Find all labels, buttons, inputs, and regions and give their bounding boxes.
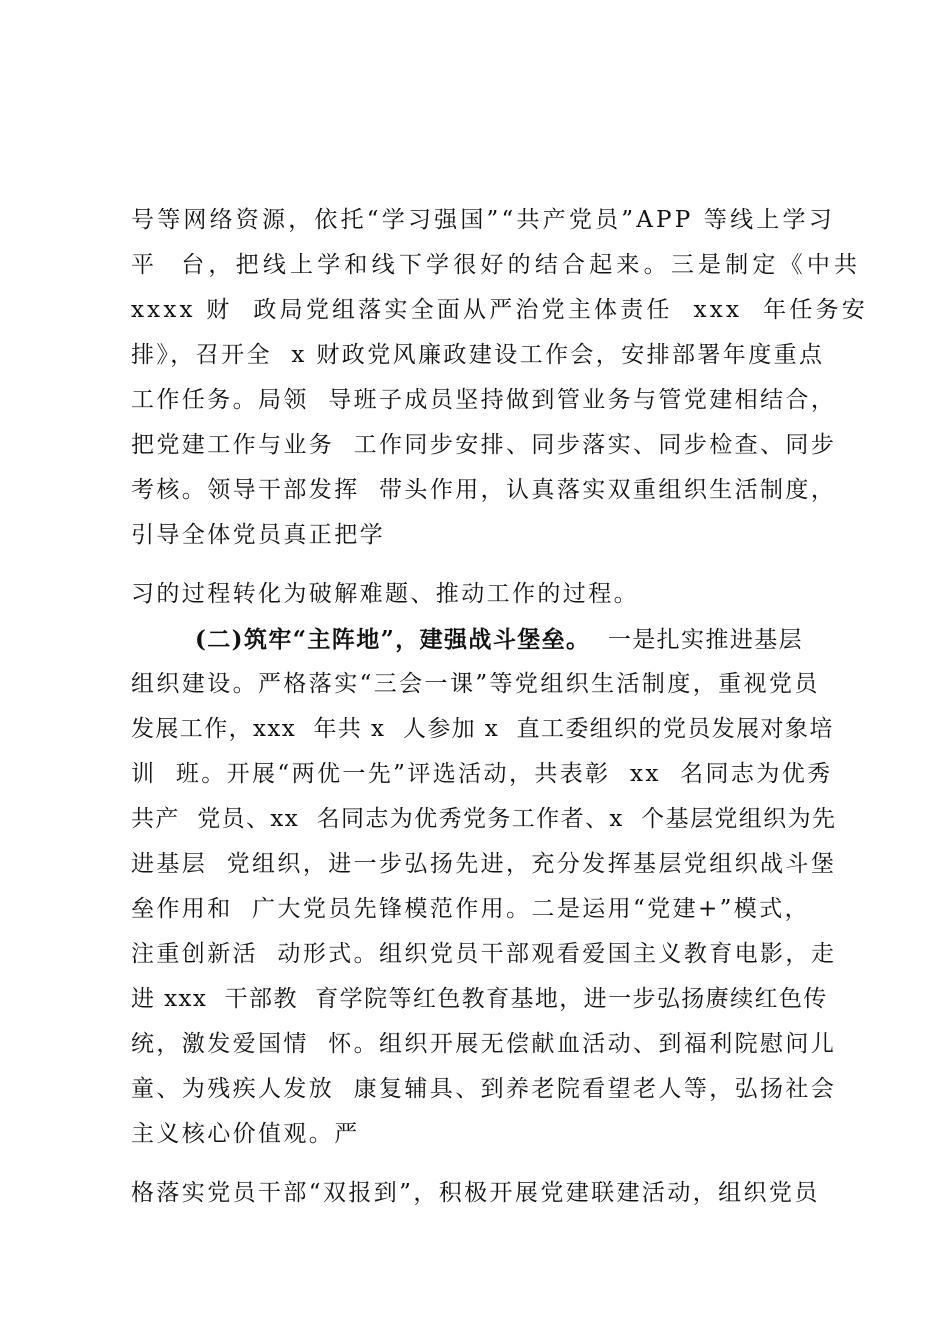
text-line: 进 xxx 干部教 育学院等红色教育基地，进一步弘扬赓续红色传 xyxy=(131,986,828,1012)
paragraph-4 xyxy=(131,1171,831,1216)
text-line: 引导全体党员真正把学 xyxy=(131,522,385,548)
text-line: 统，激发爱国情 怀。组织开展无偿献血活动、到福利院慰问儿 xyxy=(131,1031,837,1057)
paragraph-gap xyxy=(131,558,831,572)
text-line: 排》，召开全 x 财政党风廉政建设工作会，安排部署年度重点 xyxy=(131,342,825,368)
paragraph-1 xyxy=(131,198,868,558)
text-line: 工作任务。局领 导班子成员坚持做到管业务与管党建相结合， xyxy=(131,387,837,413)
paragraph-3 xyxy=(131,617,837,1157)
section-heading: (二)筑牢“主阵地”，建强战斗堡垒。 xyxy=(195,626,591,653)
text-line: 组织建设。严格落实“三会一课”等党组织生活制度，重视党员 xyxy=(131,671,820,697)
text-line: 发展工作，xxx 年共 x 人参加 x 直工委组织的党员发展对象培 xyxy=(131,716,834,742)
text-line: xxxx 财 政局党组落实全面从严治党主体责任 xxx 年任务安 xyxy=(131,297,868,323)
text-line: 把党建工作与业务 工作同步安排、同步落实、同步检查、同步 xyxy=(131,432,837,458)
heading-line-rest: 一是扎实推进基层 xyxy=(590,627,804,653)
text-line: 进基层 党组织，进一步弘扬先进，充分发挥基层党组织战斗堡 xyxy=(131,851,837,877)
text-line: 注重创新活 动形式。组织党员干部观看爱国主义教育电影，走 xyxy=(131,941,837,967)
text-line: 平 台，把线上学和线下学很好的结合起来。三是制定《中共 xyxy=(131,252,862,278)
text-line: 主义核心价值观。严 xyxy=(131,1121,360,1147)
text-line: 童、为残疾人发放 康复辅具、到养老院看望老人等，弘扬社会 xyxy=(131,1076,837,1102)
document-body xyxy=(131,198,868,1216)
text-line: 共产 党员、xx 名同志为优秀党务工作者、x 个基层党组织为先 xyxy=(131,806,837,832)
section-heading-line xyxy=(131,617,831,662)
text-line: 考核。领导干部发挥 带头作用，认真落实双重组织生活制度， xyxy=(131,477,837,503)
text-line: 训 班。开展“两优一先”评选活动，共表彰 xx 名同志为优秀 xyxy=(131,761,833,787)
text-line: 习的过程转化为破解难题、推动工作的过程。 xyxy=(131,581,639,607)
paragraph-2 xyxy=(131,572,831,617)
text-line: 垒作用和 广大党员先锋模范作用。二是运用“党建+”模式， xyxy=(131,896,811,922)
text-line: 格落实党员干部“双报到”，积极开展党建联建活动，组织党员 xyxy=(131,1180,820,1206)
paragraph-gap xyxy=(131,1157,831,1171)
text-line: 号等网络资源，依托“学习强国”“共产党员”APP 等线上学习 xyxy=(131,207,835,233)
